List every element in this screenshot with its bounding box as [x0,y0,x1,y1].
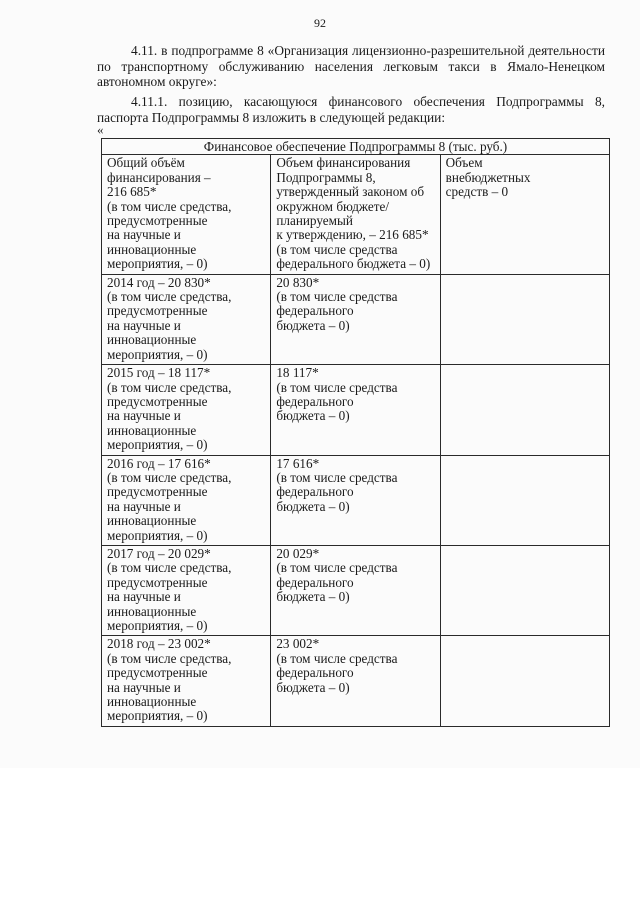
table-row-2014 [102,274,610,364]
cell-text: Объем финансирования Подпрограммы 8, утвержденный законом об окружном бюджете/ планируемый к утверждению, – 216 685* (в том числе средства федерального бюджета – 0) [276,155,431,272]
extrabudgetary-cell [440,155,609,274]
cell-text: 2018 год – 23 002* (в том числе средства, предусмотренные на научные и инновационные мероприятия, – 0) [107,636,232,724]
cell-text: 2017 год – 20 029* (в том числе средства, предусмотренные на научные и инновационные мероприятия, – 0) [107,545,232,633]
cell-text: Объем внебюджетных средств – 0 [445,155,531,200]
budget-financing-cell [271,155,440,274]
table-caption: Финансовое обеспечение Подпрограммы 8 (тыс. руб.) [102,139,610,155]
cell-text: 2015 год – 18 117* (в том числе средства, предусмотренные на научные и инновационные мероприятия, – 0) [107,365,232,453]
financing-table [101,138,610,727]
paragraph-4-11-1: 4.11.1. позицию, касающуюся финансового обеспечения Подпрограммы 8, паспорта Подпрограммы 8 изложить в следующей редакции: [97,94,605,125]
year-budget-cell [271,545,440,635]
cell-text: Общий объём финансирования – 216 685* (в том числе средства, предусмотренные на научные и инновационные мероприятия, – 0) [107,155,232,272]
year-extra-cell [440,636,609,726]
year-budget-cell [271,365,440,455]
year-total-cell [102,545,271,635]
table-row-2015 [102,365,610,455]
year-extra-cell [440,365,609,455]
table-row-2016 [102,455,610,545]
cell-text: 23 002* (в том числе средства федерального бюджета – 0) [276,636,398,695]
cell-text: 18 117* (в том числе средства федерального бюджета – 0) [276,365,398,424]
year-total-cell [102,365,271,455]
opening-quote-mark: « [97,122,104,137]
cell-text: 2014 год – 20 830* (в том числе средства, предусмотренные на научные и инновационные мероприятия, – 0) [107,274,232,362]
cell-text: 2016 год – 17 616* (в том числе средства, предусмотренные на научные и инновационные мероприятия, – 0) [107,455,232,543]
year-extra-cell [440,274,609,364]
table-row-2017 [102,545,610,635]
year-budget-cell [271,274,440,364]
cell-text: 20 830* (в том числе средства федерального бюджета – 0) [276,274,398,333]
cell-text: 17 616* (в том числе средства федерального бюджета – 0) [276,455,398,514]
year-budget-cell [271,636,440,726]
paragraph-4-11: 4.11. в подпрограмме 8 «Организация лицензионно-разрешительной деятельности по транспортному обслуживанию населения легковым такси в Ямало-Ненецком автономном округе»: [97,43,605,89]
year-budget-cell [271,455,440,545]
total-financing-cell [102,155,271,274]
page-number: 92 [314,16,326,30]
year-total-cell [102,274,271,364]
table-row-total [102,155,610,274]
table-row-2018 [102,636,610,726]
cell-text: 20 029* (в том числе средства федерального бюджета – 0) [276,545,398,605]
blank-area-below-page [0,768,640,905]
year-total-cell [102,636,271,726]
year-extra-cell [440,545,609,635]
year-total-cell [102,455,271,545]
year-extra-cell [440,455,609,545]
